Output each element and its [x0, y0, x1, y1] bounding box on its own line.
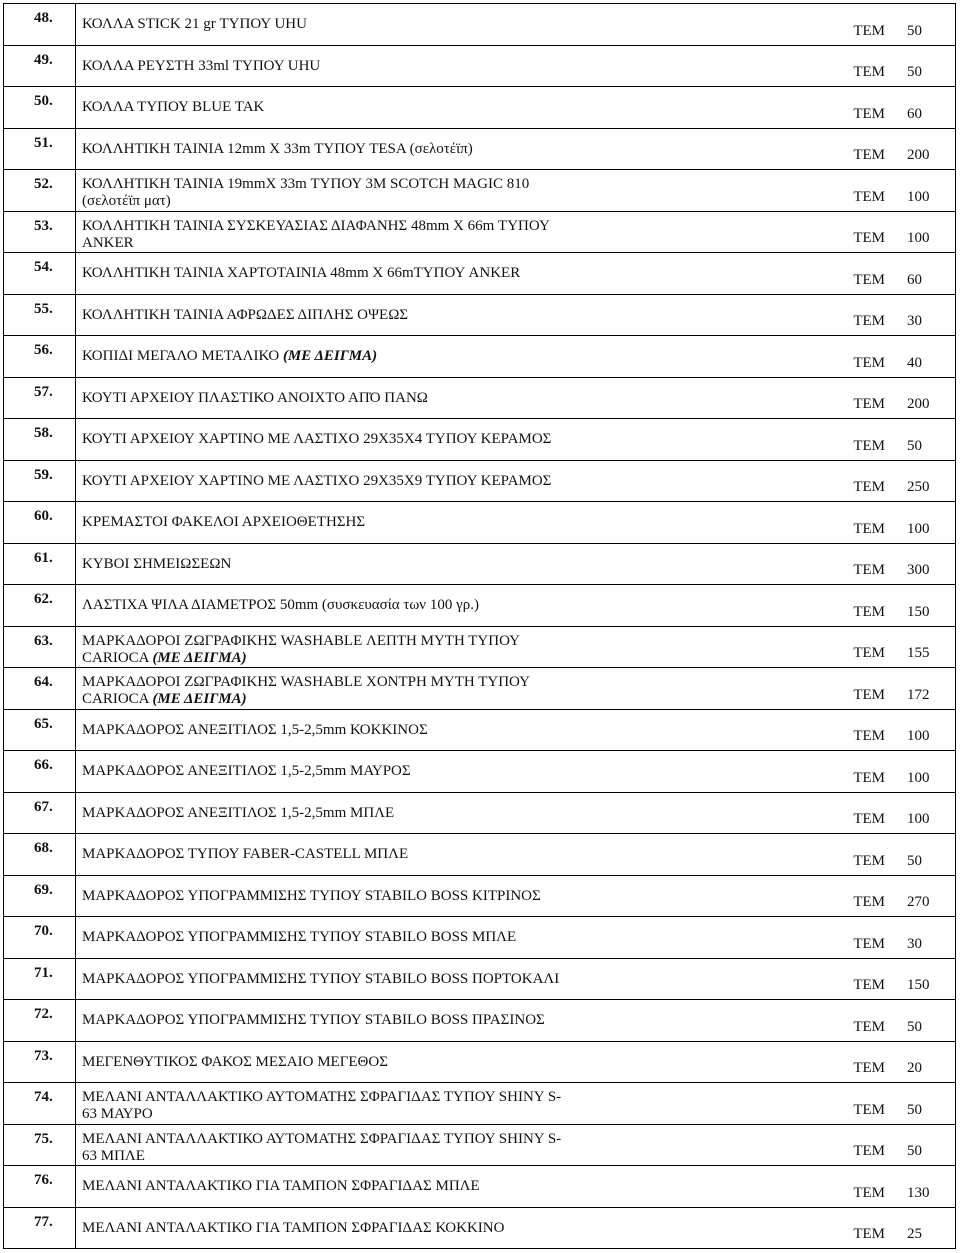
- item-description-text: ΚΥΒΟΙ ΣΗΜΕΙΩΣΕΩΝ: [82, 555, 232, 572]
- item-quantity: 300: [907, 562, 930, 578]
- item-description-cell: [76, 543, 956, 585]
- item-number-cell: [4, 336, 76, 378]
- item-number-cell: [4, 668, 76, 710]
- item-number-cell: [4, 253, 76, 295]
- item-description: [76, 4, 955, 33]
- item-description: [76, 1083, 955, 1106]
- item-number-cell: [4, 917, 76, 959]
- item-description-line2: CARIOCA: [82, 691, 149, 707]
- table-row: [4, 253, 956, 295]
- items-table: [3, 3, 956, 1249]
- item-description-cell: [76, 377, 956, 419]
- item-description-cell: [76, 294, 956, 336]
- table-row: [4, 585, 956, 627]
- table-row: [4, 1083, 956, 1125]
- item-number-cell: [4, 1207, 76, 1249]
- item-number-cell: [4, 294, 76, 336]
- table-row: [4, 377, 956, 419]
- item-description-cell: [76, 1083, 956, 1125]
- item-quantity: 20: [907, 1060, 922, 1076]
- table-row: [4, 170, 956, 212]
- item-number: 52.: [34, 176, 53, 192]
- item-description-cell: [76, 87, 956, 129]
- item-description-text: ΚΟΛΛΗΤΙΚΗ ΤΑΙΝΙΑ ΧΑΡΤΟΤΑΙΝΙΑ 48mm X 66mΤΥΠΟΥ ANKER: [82, 265, 521, 281]
- item-description-cell: [76, 211, 956, 253]
- item-description-cell: [76, 1124, 956, 1166]
- item-description: [76, 1208, 955, 1237]
- item-description-cell: [76, 917, 956, 959]
- item-description: [76, 917, 955, 946]
- item-quantity: 150: [907, 603, 930, 620]
- table-row: [4, 792, 956, 834]
- item-unit: ΤΕΜ: [853, 769, 885, 786]
- item-quantity: 50: [907, 22, 922, 39]
- item-number: 71.: [34, 964, 53, 981]
- table-row: [4, 834, 956, 876]
- item-quantity: 100: [907, 188, 930, 205]
- item-number-cell: [4, 958, 76, 1000]
- item-description: [76, 336, 955, 365]
- item-number: 65.: [34, 715, 53, 732]
- item-quantity: 50: [907, 437, 922, 454]
- item-description-cell: [76, 1041, 956, 1083]
- table-row: [4, 917, 956, 959]
- item-description-text: ΜΑΡΚΑΔΟΡΟΣ ΥΠΟΓΡΑΜΜΙΣΗΣ ΤΥΠΟΥ STABILO BOSS ΠΡΑΣΙΝΟΣ: [82, 1012, 545, 1028]
- item-description-cell: [76, 1000, 956, 1042]
- item-description-text: ΚΟΛΛΗΤΙΚΗ ΤΑΙΝΙΑ ΣΥΣΚΕΥΑΣΙΑΣ ΔΙΑΦΑΝΗΣ 48mm X 66m ΤΥΠΟΥ: [82, 217, 550, 234]
- item-description-line2: (σελοτέϊπ ματ): [82, 193, 171, 209]
- item-number: 75.: [34, 1130, 53, 1147]
- item-description: [76, 1000, 955, 1029]
- sample-note: (ΜΕ ΔΕΙΓΜΑ): [152, 691, 247, 707]
- item-description-text: ΜΑΡΚΑΔΟΡΟΣ ΥΠΟΓΡΑΜΜΙΣΗΣ ΤΥΠΟΥ STABILO BOSS ΠΟΡΤΟΚΑΛΙ: [82, 970, 560, 987]
- item-description-text: ΜΑΡΚΑΔΟΡΟΣ ΑΝΕΞΙΤΙΛΟΣ 1,5-2,5mm ΚΟΚΚΙΝΟΣ: [82, 721, 428, 738]
- table-row: [4, 45, 956, 87]
- table-row: [4, 875, 956, 917]
- table-row: [4, 460, 956, 502]
- item-number: 68.: [34, 840, 53, 856]
- item-description-cell: [76, 585, 956, 627]
- item-quantity: 270: [907, 894, 930, 910]
- table-row: [4, 668, 956, 710]
- item-quantity: 50: [907, 64, 922, 80]
- item-description-cell: [76, 1166, 956, 1208]
- item-number-cell: [4, 834, 76, 876]
- item-description: [76, 212, 955, 235]
- item-description-text: ΚΡΕΜΑΣΤΟΙ ΦΑΚΕΛΟΙ ΑΡΧΕΙΟΘΕΤΗΣΗΣ: [82, 514, 366, 530]
- item-description: [76, 876, 955, 905]
- item-description-cell: [76, 834, 956, 876]
- item-number-cell: [4, 502, 76, 544]
- table-row: [4, 336, 956, 378]
- item-number: 48.: [34, 10, 53, 26]
- item-number-cell: [4, 377, 76, 419]
- item-description-continued: [76, 1148, 955, 1165]
- item-description: [76, 751, 955, 780]
- item-description-cell: [76, 170, 956, 212]
- item-number: 54.: [34, 259, 53, 275]
- item-number-cell: [4, 460, 76, 502]
- item-number-cell: [4, 4, 76, 46]
- item-number: 73.: [34, 1047, 53, 1064]
- item-description-continued: [76, 691, 955, 708]
- item-quantity: 40: [907, 354, 922, 371]
- item-description-cell: [76, 958, 956, 1000]
- table-row: [4, 211, 956, 253]
- item-description-text: ΚΟΥΤΙ ΑΡΧΕΙΟΥ ΧΑΡΤΙΝΟ ΜΕ ΛΑΣΤΙΧΟ 29Χ35Χ9 ΤΥΠΟΥ ΚΕΡΑΜΟΣ: [82, 472, 552, 489]
- item-description: [76, 793, 955, 822]
- table-row: [4, 709, 956, 751]
- item-description-line2: ANKER: [82, 234, 134, 251]
- item-description-cell: [76, 875, 956, 917]
- item-number: 53.: [34, 217, 53, 234]
- item-unit: ΤΕΜ: [853, 935, 885, 952]
- item-unit: ΤΕΜ: [853, 1184, 885, 1201]
- item-quantity: 60: [907, 271, 922, 288]
- item-number: 58.: [34, 425, 53, 441]
- item-number-cell: [4, 585, 76, 627]
- item-number-cell: [4, 128, 76, 170]
- item-quantity: 100: [907, 230, 930, 246]
- item-quantity: 50: [907, 1018, 922, 1035]
- item-number: 59.: [34, 466, 53, 483]
- table-row: [4, 626, 956, 668]
- item-description-text: ΜΑΡΚΑΔΟΡΟΣ ΤΥΠΟΥ FABER-CASTELL ΜΠΛΕ: [82, 846, 409, 862]
- item-unit: ΤΕΜ: [853, 728, 885, 744]
- table-row: [4, 1207, 956, 1249]
- item-unit: ΤΕΜ: [853, 1101, 885, 1118]
- item-number: 49.: [34, 51, 53, 68]
- item-number: 57.: [34, 383, 53, 400]
- item-description-cell: [76, 128, 956, 170]
- item-description-cell: [76, 4, 956, 46]
- item-description-cell: [76, 1207, 956, 1249]
- table-row: [4, 1166, 956, 1208]
- item-description: [76, 170, 955, 193]
- item-description-cell: [76, 626, 956, 668]
- item-number-cell: [4, 45, 76, 87]
- item-unit: ΤΕΜ: [853, 188, 885, 205]
- item-unit: ΤΕΜ: [853, 977, 885, 993]
- item-description-continued: [76, 650, 955, 667]
- item-number: 72.: [34, 1006, 53, 1022]
- item-description-text: ΜΕΛΑΝΙ ΑΝΤΑΛΛΑΚΤΙΚΟ ΑΥΤΟΜΑΤΗΣ ΣΦΡΑΓΙΔΑΣ ΤΥΠΟΥ SHINY S-: [82, 1089, 562, 1105]
- item-description-text: ΚΟΛΛΑ ΤΥΠΟΥ BLUE TAK: [82, 99, 265, 115]
- table-row: [4, 502, 956, 544]
- item-unit: ΤΕΜ: [853, 603, 885, 620]
- item-unit: ΤΕΜ: [853, 811, 885, 827]
- item-number: 62.: [34, 591, 53, 607]
- item-description-text: ΚΟΥΤΙ ΑΡΧΕΙΟΥ ΧΑΡΤΙΝΟ ΜΕ ΛΑΣΤΙΧΟ 29Χ35Χ4 ΤΥΠΟΥ ΚΕΡΑΜΟΣ: [82, 431, 552, 447]
- item-description: [76, 419, 955, 448]
- item-quantity: 100: [907, 769, 930, 786]
- item-description-cell: [76, 502, 956, 544]
- item-description: [76, 585, 955, 614]
- item-quantity: 100: [907, 520, 930, 537]
- item-description-cell: [76, 709, 956, 751]
- item-quantity: 30: [907, 313, 922, 329]
- item-number-cell: [4, 211, 76, 253]
- item-quantity: 25: [907, 1226, 922, 1242]
- item-unit: ΤΕΜ: [853, 230, 885, 246]
- item-description: [76, 668, 955, 691]
- item-description-text: ΜΑΡΚΑΔΟΡΟΣ ΥΠΟΓΡΑΜΜΙΣΗΣ ΤΥΠΟΥ STABILO BOSS ΜΠΛΕ: [82, 929, 517, 945]
- table-row: [4, 1041, 956, 1083]
- item-description: [76, 46, 955, 75]
- item-number: 50.: [34, 93, 53, 109]
- item-quantity: 150: [907, 977, 930, 993]
- item-number-cell: [4, 170, 76, 212]
- item-description: [76, 710, 955, 739]
- item-description: [76, 87, 955, 116]
- item-number: 74.: [34, 1089, 53, 1105]
- item-quantity: 50: [907, 852, 922, 869]
- item-quantity: 130: [907, 1184, 930, 1201]
- item-quantity: 100: [907, 811, 930, 827]
- item-description-text: ΚΟΛΛΗΤΙΚΗ ΤΑΙΝΙΑ 19mmX 33m ΤΥΠΟΥ 3M SCOTCH MAGIC 810: [82, 176, 530, 192]
- item-number: 66.: [34, 757, 53, 773]
- item-number-cell: [4, 709, 76, 751]
- item-number: 77.: [34, 1213, 53, 1230]
- item-unit: ΤΕΜ: [853, 354, 885, 371]
- item-description-text: ΚΟΛΛΑ ΡΕΥΣΤΗ 33ml ΤΥΠΟΥ UHU: [82, 57, 321, 74]
- item-number: 61.: [34, 549, 53, 566]
- item-description: [76, 1042, 955, 1071]
- item-number-cell: [4, 1000, 76, 1042]
- item-description-text: ΜΕΛΑΝΙ ΑΝΤΑΛΑΚΤΙΚΟ ΓΙΑ ΤΑΜΠΟΝ ΣΦΡΑΓΙΔΑΣ ΜΠΛΕ: [82, 1178, 480, 1194]
- item-number: 60.: [34, 508, 53, 524]
- item-number-cell: [4, 626, 76, 668]
- item-description-text: ΚΟΥΤΙ ΑΡΧΕΙΟΥ ΠΛΑΣΤΙΚΟ ΑΝΟΙΧΤΟ ΑΠΌ ΠΑΝΩ: [82, 389, 428, 406]
- item-number-cell: [4, 1124, 76, 1166]
- item-number-cell: [4, 792, 76, 834]
- item-description-text: ΜΑΡΚΑΔΟΡΟΣ ΑΝΕΞΙΤΙΛΟΣ 1,5-2,5mm ΜΑΥΡΟΣ: [82, 763, 411, 779]
- item-description-cell: [76, 336, 956, 378]
- item-description-text: ΜΑΡΚΑΔΟΡΟΙ ΖΩΓΡΑΦΙΚΗΣ WASHABLE ΧΟΝΤΡΗ ΜΥΤΗ ΤΥΠΟΥ: [82, 674, 530, 690]
- item-unit: ΤΕΜ: [853, 105, 885, 122]
- item-number-cell: [4, 419, 76, 461]
- item-number: 63.: [34, 632, 53, 649]
- item-number: 55.: [34, 300, 53, 317]
- item-number-cell: [4, 751, 76, 793]
- item-description-cell: [76, 253, 956, 295]
- item-quantity: 172: [907, 686, 930, 703]
- sample-note: (ΜΕ ΔΕΙΓΜΑ): [152, 649, 247, 666]
- item-number: 64.: [34, 674, 53, 690]
- item-number: 51.: [34, 134, 53, 151]
- item-number-cell: [4, 87, 76, 129]
- item-number: 76.: [34, 1172, 53, 1188]
- item-quantity: 50: [907, 1101, 922, 1118]
- item-description: [76, 544, 955, 573]
- item-description-text: ΜΕΓΕΝΘΥΤΙΚΟΣ ΦΑΚΟΣ ΜΕΣΑΙΟ ΜΕΓΕΘΟΣ: [82, 1053, 388, 1070]
- item-unit: ΤΕΜ: [853, 22, 885, 39]
- item-number-cell: [4, 543, 76, 585]
- item-description-text: ΚΟΛΛΗΤΙΚΗ ΤΑΙΝΙΑ ΑΦΡΩΔΕΣ ΔΙΠΛΗΣ ΟΨΕΩΣ: [82, 306, 409, 323]
- item-description: [76, 1125, 955, 1148]
- item-unit: ΤΕΜ: [853, 1018, 885, 1035]
- item-description: [76, 1166, 955, 1195]
- table-row: [4, 751, 956, 793]
- item-description: [76, 502, 955, 531]
- item-number-cell: [4, 1083, 76, 1125]
- item-quantity: 60: [907, 105, 922, 122]
- item-description: [76, 378, 955, 407]
- item-unit: ΤΕΜ: [853, 1060, 885, 1076]
- item-number: 67.: [34, 798, 53, 815]
- item-unit: ΤΕΜ: [853, 1226, 885, 1242]
- item-quantity: 30: [907, 935, 922, 952]
- table-row: [4, 958, 956, 1000]
- item-quantity: 250: [907, 479, 930, 495]
- item-number-cell: [4, 875, 76, 917]
- item-description: [76, 461, 955, 490]
- item-unit: ΤΕΜ: [853, 1143, 885, 1159]
- item-description-line2: 63 ΜΑΥΡΟ: [82, 1106, 153, 1122]
- item-description-cell: [76, 668, 956, 710]
- table-row: [4, 87, 956, 129]
- table-row: [4, 294, 956, 336]
- item-description-line2: 63 ΜΠΛΕ: [82, 1147, 145, 1164]
- item-unit: ΤΕΜ: [853, 271, 885, 288]
- item-number-cell: [4, 1166, 76, 1208]
- item-quantity: 200: [907, 396, 930, 412]
- item-description-text: ΛΑΣΤΙΧΑ ΨΙΛΑ ΔΙΑΜΕΤΡΟΣ 50mm (συσκευασία των 100 γρ.): [82, 597, 479, 613]
- item-unit: ΤΕΜ: [853, 313, 885, 329]
- item-description-cell: [76, 751, 956, 793]
- item-quantity: 100: [907, 728, 930, 744]
- item-number: 70.: [34, 923, 53, 939]
- item-description-continued: [76, 193, 955, 210]
- item-description-cell: [76, 45, 956, 87]
- item-description-text: ΜΕΛΑΝΙ ΑΝΤΑΛΑΚΤΙΚΟ ΓΙΑ ΤΑΜΠΟΝ ΣΦΡΑΓΙΔΑΣ ΚΟΚΚΙΝΟ: [82, 1219, 505, 1236]
- table-row: [4, 543, 956, 585]
- item-unit: ΤΕΜ: [853, 894, 885, 910]
- item-description-text: ΜΑΡΚΑΔΟΡΟΣ ΥΠΟΓΡΑΜΜΙΣΗΣ ΤΥΠΟΥ STABILO BOSS ΚΙΤΡΙΝΟΣ: [82, 887, 541, 904]
- item-description-cell: [76, 419, 956, 461]
- item-unit: ΤΕΜ: [853, 147, 885, 163]
- item-description: [76, 959, 955, 988]
- item-description-cell: [76, 792, 956, 834]
- item-quantity: 155: [907, 645, 930, 661]
- item-number: 56.: [34, 342, 53, 358]
- item-unit: ΤΕΜ: [853, 396, 885, 412]
- item-description-text: ΜΑΡΚΑΔΟΡΟΣ ΑΝΕΞΙΤΙΛΟΣ 1,5-2,5mm ΜΠΛΕ: [82, 804, 395, 821]
- item-description-line2: CARIOCA: [82, 649, 149, 666]
- item-unit: ΤΕΜ: [853, 645, 885, 661]
- item-description-text: ΜΕΛΑΝΙ ΑΝΤΑΛΛΑΚΤΙΚΟ ΑΥΤΟΜΑΤΗΣ ΣΦΡΑΓΙΔΑΣ ΤΥΠΟΥ SHINY S-: [82, 1130, 562, 1147]
- item-description: [76, 627, 955, 650]
- item-description-continued: [76, 235, 955, 252]
- item-description-text: ΜΑΡΚΑΔΟΡΟΙ ΖΩΓΡΑΦΙΚΗΣ WASHABLE ΛΕΠΤΗ ΜΥΤΗ ΤΥΠΟΥ: [82, 632, 521, 649]
- table-row: [4, 4, 956, 46]
- item-description: [76, 253, 955, 282]
- sample-note: (ΜΕ ΔΕΙΓΜΑ): [282, 348, 378, 364]
- item-quantity: 50: [907, 1143, 922, 1159]
- item-description: [76, 295, 955, 324]
- item-description-text: ΚΟΛΛΗΤΙΚΗ ΤΑΙΝΙΑ 12mm X 33m ΤΥΠΟΥ TESA (σελοτέϊπ): [82, 140, 473, 157]
- item-number: 69.: [34, 881, 53, 898]
- item-unit: ΤΕΜ: [853, 852, 885, 869]
- item-unit: ΤΕΜ: [853, 562, 885, 578]
- item-description: [76, 129, 955, 158]
- item-unit: ΤΕΜ: [853, 686, 885, 703]
- item-description-text: ΚΟΛΛΑ STICK 21 gr ΤΥΠΟΥ UHU: [82, 16, 307, 32]
- item-quantity: 200: [907, 147, 930, 163]
- item-unit: ΤΕΜ: [853, 479, 885, 495]
- item-description: [76, 834, 955, 863]
- item-description-text: ΚΟΠΙΔΙ ΜΕΓΑΛΟ ΜΕΤΑΛΙΚΟ: [82, 348, 280, 364]
- table-row: [4, 1000, 956, 1042]
- table-row: [4, 128, 956, 170]
- item-description-continued: [76, 1106, 955, 1123]
- item-unit: ΤΕΜ: [853, 437, 885, 454]
- item-description-cell: [76, 460, 956, 502]
- item-number-cell: [4, 1041, 76, 1083]
- table-row: [4, 419, 956, 461]
- table-row: [4, 1124, 956, 1166]
- item-unit: ΤΕΜ: [853, 64, 885, 80]
- item-unit: ΤΕΜ: [853, 520, 885, 537]
